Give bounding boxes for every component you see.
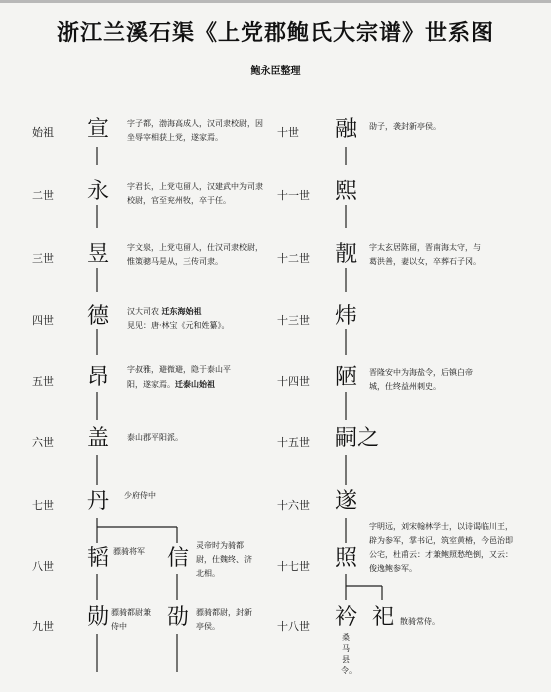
- ancestor-note: 字君长，上党屯留人，汉建武中为司隶校尉，官至兖州牧，卒于任。: [127, 182, 263, 205]
- ancestor-name-branch: 祀: [372, 605, 395, 630]
- generation-label: 九世: [32, 620, 54, 633]
- generation-label: 十八世: [277, 620, 310, 633]
- ancestor-note: 字文泉，上党屯留人，仕汉司隶校尉，惟策骢马是从，三传司隶。: [127, 243, 263, 266]
- ancestor-name: 嗣之: [335, 426, 380, 451]
- note-text: 字叔雅，避微避，隐于泰山平阳，遂家焉。: [127, 365, 231, 389]
- ancestor-note: 少府侍中: [124, 491, 156, 500]
- ancestor-note: 骠骑都尉兼侍中: [111, 608, 151, 631]
- ancestor-note: 泰山郡平阳派。: [127, 433, 183, 442]
- ancestor-name: 熙: [335, 179, 358, 204]
- page-title: 浙江兰溪石渠《上党郡鲍氏大宗谱》世系图: [56, 20, 494, 46]
- ancestor-note: 字子都，渤海高成人，汉司隶校尉，因坐辱宰相获上党，遂家焉。: [127, 119, 263, 142]
- ancestor-name: 昱: [87, 242, 110, 267]
- generation-label: 十六世: [277, 499, 310, 512]
- generation-label: 十二世: [277, 252, 310, 265]
- ancestor-name: 靓: [335, 242, 358, 267]
- note-source: 見见：唐·林宝《元和姓纂》。: [127, 321, 230, 330]
- ancestor-name: 勋: [87, 605, 110, 630]
- ancestor-name: 融: [335, 117, 358, 142]
- generation-label: 五世: [32, 375, 54, 388]
- generation-label: 始祖: [32, 126, 54, 139]
- ancestor-name-branch: 信: [167, 546, 190, 571]
- ancestor-note: 字太玄居陈留，晋南海太守，与葛洪善，妻以女，卒葬石子冈。: [369, 243, 481, 266]
- ancestor-name: 德: [87, 304, 110, 329]
- ancestor-name: 昂: [87, 365, 110, 390]
- ancestor-note: 字明远，刘宋翰林学士，以诗谒临川王，辟为参军，掌书记，筑室黄椿，今邑治即公宅，杜甫云：才兼鲍照愁绝倒，又云：俊逸鲍参军。: [369, 522, 513, 573]
- ancestor-note: [127, 363, 245, 392]
- ancestor-note-vertical: 桑马县令。: [341, 633, 357, 675]
- ancestor-name: 韬: [87, 546, 110, 571]
- generation-label: 六世: [32, 436, 54, 449]
- ancestor-name: 盖: [87, 426, 110, 451]
- ancestor-name: 炜: [335, 304, 358, 329]
- migration-label: 迁东海始祖: [161, 306, 202, 316]
- migration-label: 迁泰山始祖: [175, 379, 215, 389]
- ancestor-note: [127, 304, 265, 333]
- ancestor-name: 衿: [335, 605, 358, 630]
- ancestor-name: 照: [335, 546, 358, 571]
- generation-label: 二世: [32, 189, 54, 202]
- ancestor-note: 劭子，袭封新亭侯。: [369, 122, 441, 131]
- generation-label: 十世: [277, 126, 299, 139]
- ancestor-note: 骠骑将军: [113, 547, 145, 556]
- generation-label: 十五世: [277, 436, 310, 449]
- generation-label: 七世: [32, 499, 54, 512]
- ancestor-note-branch: 灵帝时为骑都尉，仕魏终、济北相。: [196, 541, 252, 578]
- page-subtitle: 鲍永臣整理: [250, 66, 301, 77]
- ancestor-name: 陋: [335, 365, 358, 390]
- ancestor-note: 晋隆安中为海盐令，后镇白帝城，仕终益州刺史。: [369, 368, 473, 391]
- ancestor-note-branch: 骠骑都尉，封新亭侯。: [196, 608, 252, 631]
- note-text: 汉大司农: [127, 307, 162, 316]
- ancestor-name-branch: 劭: [167, 605, 190, 630]
- ancestor-name: 遂: [335, 489, 358, 514]
- generation-label: 十四世: [277, 375, 310, 388]
- generation-label: 四世: [32, 314, 54, 327]
- generation-label: 十三世: [277, 314, 310, 327]
- ancestor-name: 永: [87, 179, 110, 204]
- generation-label: 十七世: [277, 560, 310, 573]
- ancestor-note-branch: 散骑常侍。: [400, 617, 440, 626]
- generation-label: 十一世: [277, 189, 310, 202]
- generation-label: 八世: [32, 560, 54, 573]
- ancestor-name: 宣: [87, 117, 110, 142]
- ancestor-name: 丹: [87, 489, 110, 514]
- generation-label: 三世: [32, 252, 54, 265]
